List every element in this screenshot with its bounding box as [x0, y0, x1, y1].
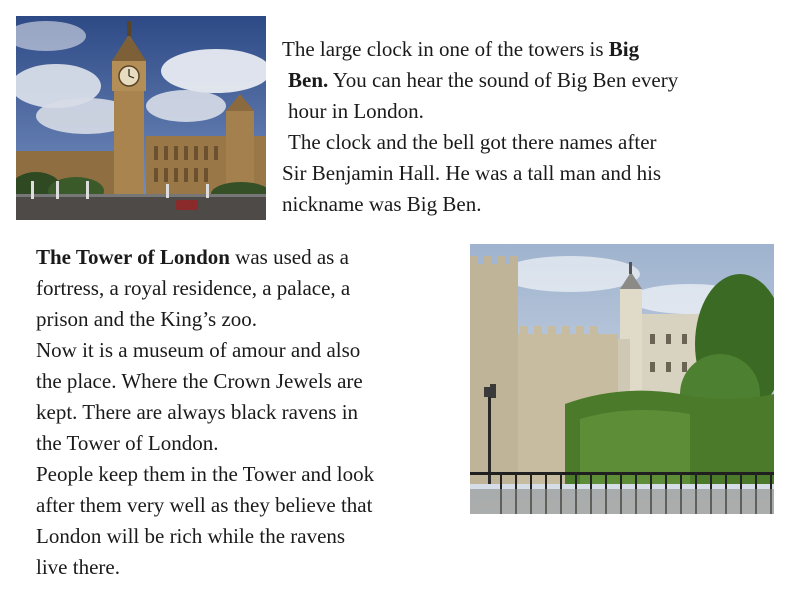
bold-text: Ben.: [288, 68, 329, 92]
big-ben-line-2: [282, 65, 792, 96]
big-ben-photo: [16, 16, 266, 220]
text-run: was used as a: [229, 245, 349, 269]
bold-text: Big: [608, 37, 640, 61]
tower-paragraph: [36, 242, 468, 583]
big-ben-paragraph: [282, 34, 792, 220]
tower-line-11: live there.: [36, 555, 120, 579]
tower-line-5: the place. Where the Crown Jewels are: [36, 369, 363, 393]
tower-of-london-photo: [470, 244, 774, 514]
tower-line-2: fortress, a royal residence, a palace, a: [36, 276, 351, 300]
text-run: You can hear the sound of Big Ben every: [328, 68, 679, 92]
big-ben-line-5: Sir Benjamin Hall. He was a tall man and his: [282, 161, 662, 185]
big-ben-line-6: nickname was Big Ben.: [282, 192, 482, 216]
big-ben-line-3: hour in London.: [288, 99, 424, 123]
tower-line-9: after them very well as they believe that: [36, 493, 373, 517]
tower-line-1: [36, 242, 468, 273]
tower-line-10: London will be rich while the ravens: [36, 524, 346, 548]
bold-text: The Tower of London: [36, 245, 230, 269]
tower-line-7: the Tower of London.: [36, 431, 219, 455]
big-ben-line-1: [282, 34, 792, 65]
text-run: The large clock in one of the towers is: [282, 37, 609, 61]
tower-line-6: kept. There are always black ravens in: [36, 400, 359, 424]
tower-line-4: Now it is a museum of amour and also: [36, 338, 361, 362]
tower-line-8: People keep them in the Tower and look: [36, 462, 375, 486]
tower-line-3: prison and the King’s zoo.: [36, 307, 258, 331]
big-ben-line-4: The clock and the bell got there names after: [288, 130, 657, 154]
